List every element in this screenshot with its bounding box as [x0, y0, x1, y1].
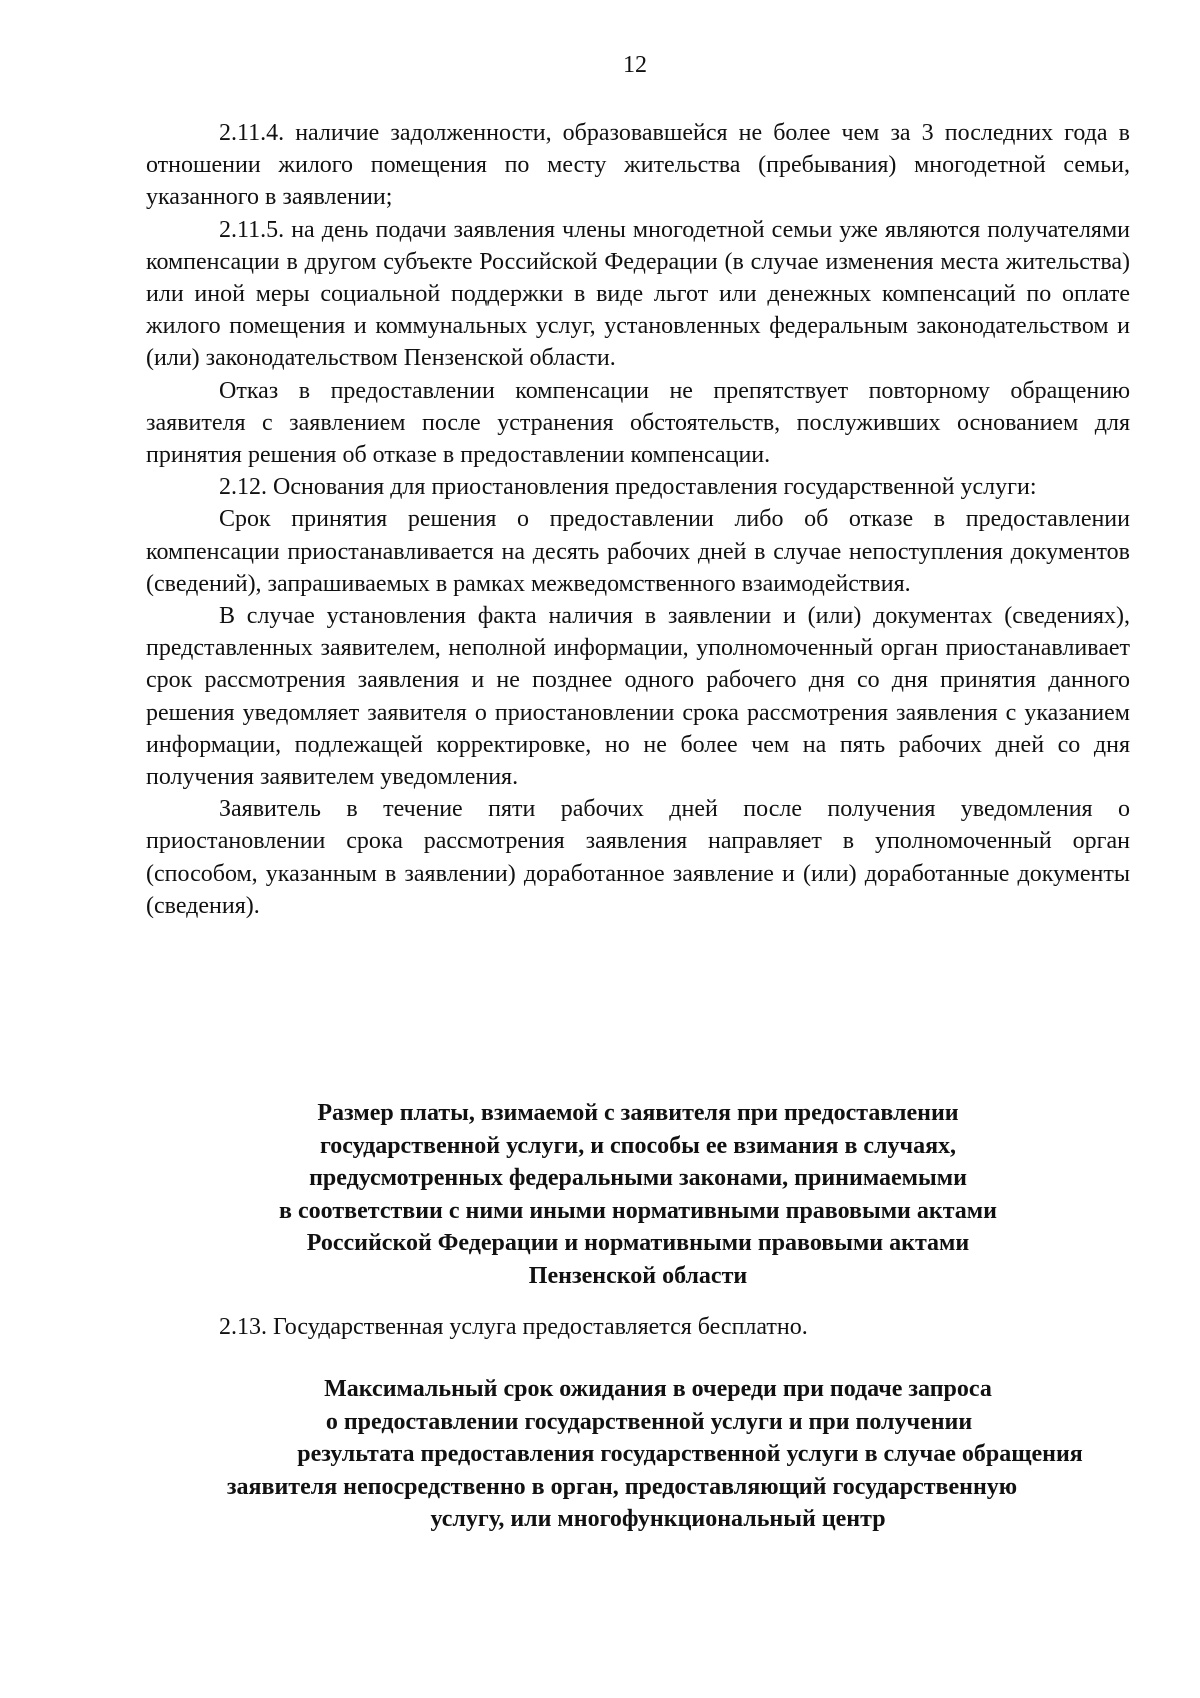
heading-line: государственной услуги, и способы ее взимания в случаях,: [319, 1132, 957, 1159]
heading-line: Пензенской области: [528, 1262, 748, 1289]
paragraph-2-12: 2.12. Основания для приостановления предоставления государственной услуги:: [219, 474, 1037, 501]
document-body: [146, 117, 1130, 922]
heading-line: результата предоставления государственной услуги в случае обращения: [297, 1441, 1083, 1468]
heading-line: Максимальный срок ожидания в очереди при подаче запроса: [324, 1376, 992, 1402]
page-number: 12: [623, 52, 647, 78]
heading-line: о предоставлении государственной услуги и при получении: [325, 1408, 973, 1435]
heading-line: предусмотренных федеральными законами, принимаемыми: [309, 1165, 967, 1192]
document-body-free: [146, 1311, 1130, 1343]
heading-line: заявителя непосредственно в орган, предоставляющий государственную: [226, 1473, 1018, 1500]
paragraph-suspension-term: Срок принятия решения о предоставлении либо об отказе в предоставлении компенсации приостанавливается на десять рабочих дней в случае непоступления документов (сведений), запрашиваемых в рамках межведомственного взаимодействия.: [146, 506, 1130, 597]
paragraph-2-13: 2.13. Государственная услуга предоставляется бесплатно.: [219, 1314, 808, 1340]
paragraph-2-11-4: 2.11.4. наличие задолженности, образовавшейся не более чем за 3 последних года в отношении жилого помещения по месту жительства (пребывания) многодетной семьи, указанного в заявлении;: [146, 120, 1130, 211]
heading-line: услугу, или многофункциональный центр: [430, 1506, 886, 1533]
paragraph-applicant-response: Заявитель в течение пяти рабочих дней после получения уведомления о приостановлении срока рассмотрения заявления направляет в уполномоченный орган (способом, указанным в заявлении) доработанное заявление и (или) доработанные документы (сведения).: [146, 796, 1130, 919]
paragraph-incomplete-info: В случае установления факта наличия в заявлении и (или) документах (сведениях), представленных заявителем, неполной информации, уполномоченный орган приостанавливает срок рассмотрения заявления и не позднее одного рабочего дня со дня принятия данного решения уведомляет заявителя о приостановлении срока рассмотрения заявления с указанием информации, подлежащей корректировке, но не более чем на пять рабочих дней со дня получения заявителем уведомления.: [146, 603, 1130, 791]
section-heading-fee: [146, 1097, 1130, 1293]
heading-line: в соответствии с ними иными нормативными правовыми актами: [279, 1197, 997, 1224]
paragraph-2-11-5: 2.11.5. на день подачи заявления члены многодетной семьи уже являются получателями компенсации в другом субъекте Российской Федерации (в случае изменения места жительства) или иной меры социальной поддержки в виде льгот или денежных компенсаций по оплате жилого помещения и коммунальных услуг, установленных федеральным законодательством и (или) законодательством Пензенской области.: [146, 216, 1130, 372]
heading-line: Размер платы, взимаемой с заявителя при предоставлении: [317, 1100, 959, 1126]
heading-line: Российской Федерации и нормативными правовыми актами: [306, 1230, 970, 1257]
paragraph-refusal-note: Отказ в предоставлении компенсации не препятствует повторному обращению заявителя с заявлением после устранения обстоятельств, послуживших основанием для принятия решения об отказе в предоставлении компенсации.: [146, 377, 1130, 469]
section-heading-queue: [146, 1373, 1130, 1536]
